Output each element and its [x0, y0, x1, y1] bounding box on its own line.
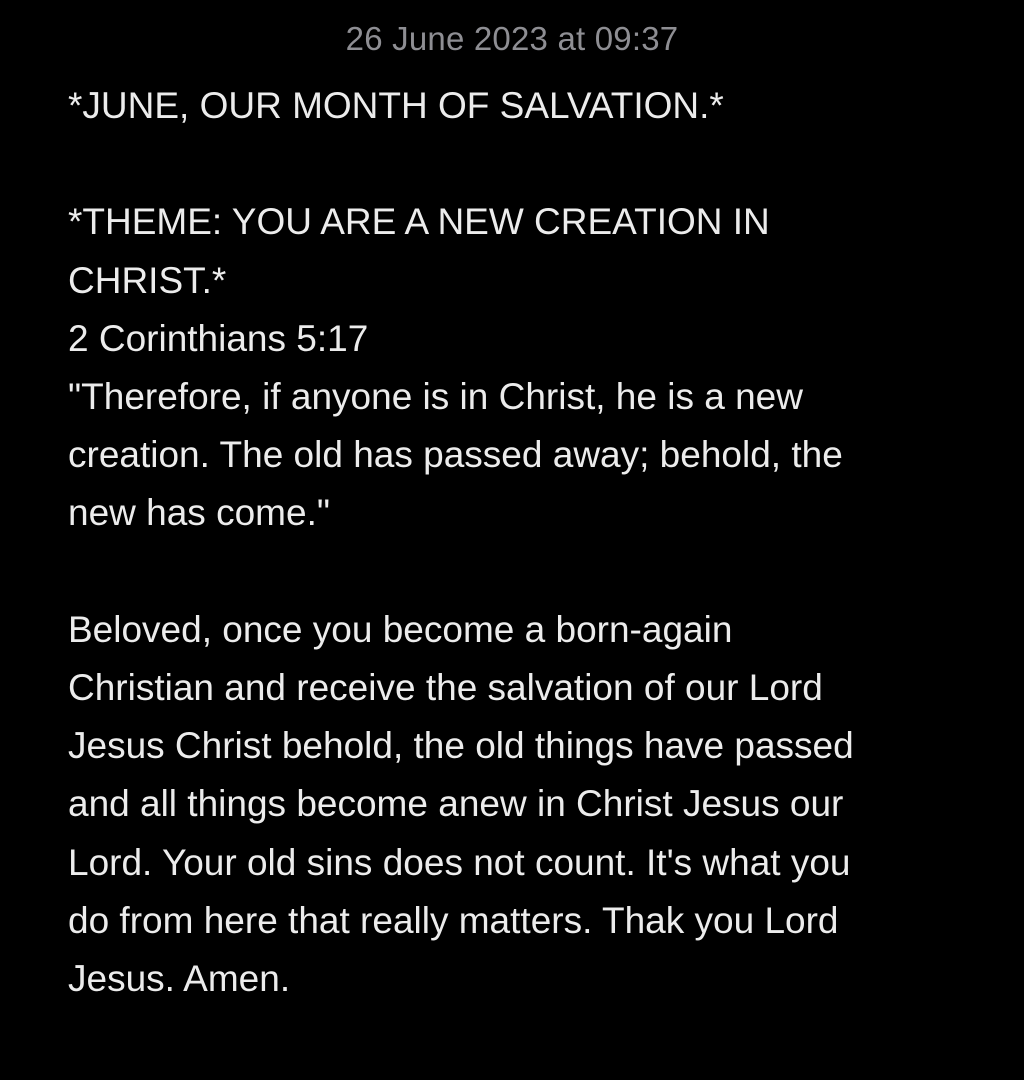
body-line: Jesus. Amen. [68, 958, 291, 1000]
body-line: and all things become anew in Christ Jesus our [68, 783, 844, 825]
scripture-line: "Therefore, if anyone is in Christ, he is a new [68, 376, 803, 417]
scripture-line: creation. The old has passed away; behold, the [68, 434, 843, 476]
note-timestamp: 26 June 2023 at 09:37 [345, 20, 679, 57]
blank-line [68, 543, 968, 601]
scripture-line: new has come." [68, 492, 330, 534]
body-line: do from here that really matters. Thak you Lord [68, 899, 839, 941]
theme-line: CHRIST.* [68, 259, 227, 301]
theme-line: *THEME: YOU ARE A NEW CREATION IN [68, 201, 770, 243]
body-line: Jesus Christ behold, the old things have passed [68, 725, 854, 767]
body-line: Christian and receive the salvation of our Lord [68, 667, 823, 708]
note-title-line: *JUNE, OUR MONTH OF SALVATION.* [68, 85, 724, 126]
body-line: Beloved, once you become a born-again [68, 608, 733, 650]
scripture-reference: 2 Corinthians 5:17 [68, 317, 369, 359]
body-line: Lord. Your old sins does not count. It's what you [68, 841, 851, 883]
blank-line [68, 135, 968, 193]
note-body-text[interactable] [68, 77, 968, 1008]
